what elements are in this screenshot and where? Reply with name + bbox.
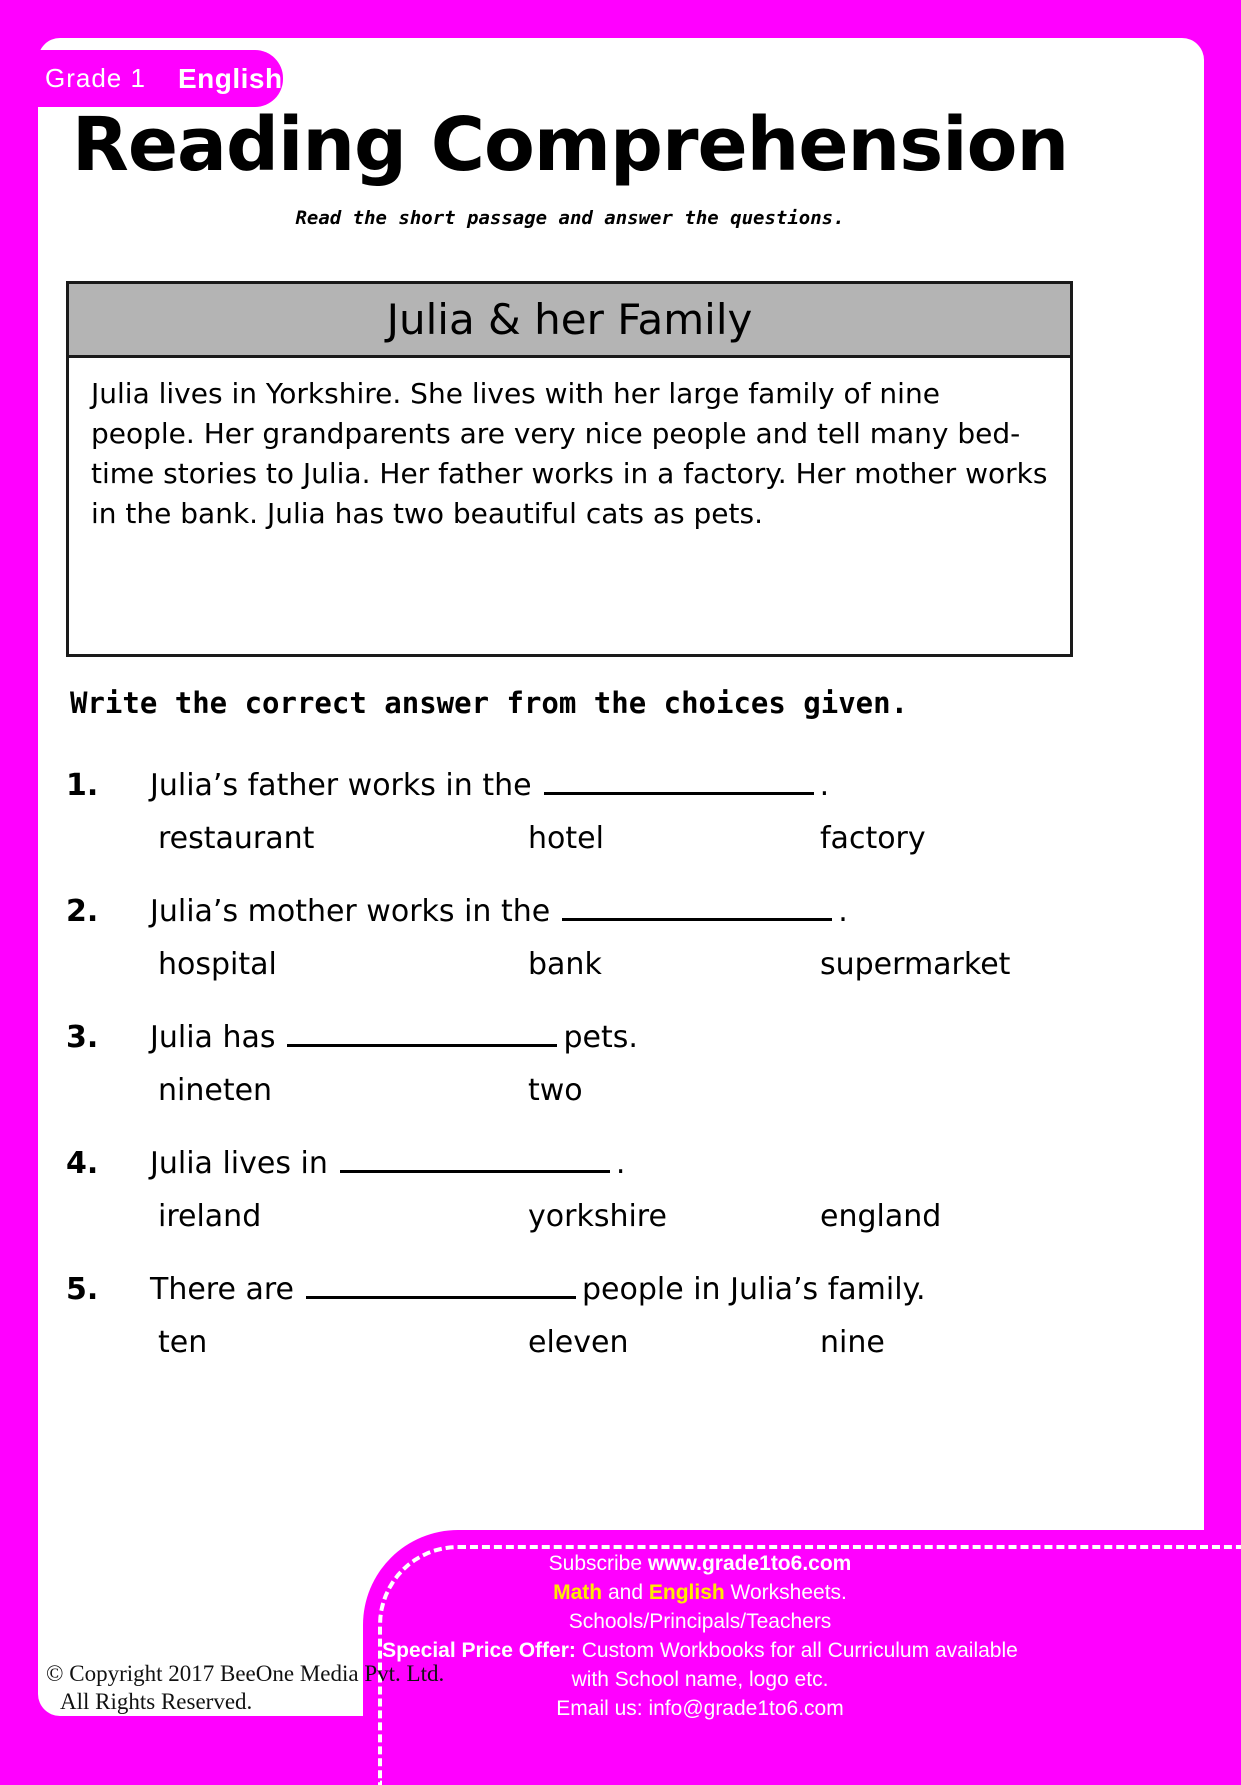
question-2-after: . bbox=[838, 894, 848, 929]
footer-offer-label: Special Price Offer: bbox=[382, 1639, 576, 1662]
footer-english-label: English bbox=[648, 1581, 725, 1604]
question-4-stem bbox=[66, 1146, 1076, 1181]
question-1-number: 1. bbox=[66, 768, 99, 803]
footer-subscribe-label: Subscribe bbox=[548, 1552, 643, 1575]
question-5-blank bbox=[306, 1290, 576, 1299]
question-2 bbox=[66, 894, 1076, 987]
question-3 bbox=[66, 1020, 1076, 1113]
passage-text: Julia lives in Yorkshire. She lives with her large family of nine people. Her grandparents are very nice people and tell many bed-time stories to Julia. Her father works in a factory. Her mother works in the bank. Julia has two beautiful cats as pets. bbox=[91, 377, 1048, 530]
question-1-text: Julia’s father works in the bbox=[150, 768, 532, 803]
footer-math-label: Math bbox=[553, 1581, 603, 1604]
footer-offer-line bbox=[350, 1636, 1050, 1665]
footer-offer-line-2: with School name, logo etc. bbox=[571, 1668, 829, 1691]
question-2-choice-3: supermarket bbox=[820, 947, 1011, 982]
question-3-text: Julia has bbox=[150, 1020, 276, 1055]
question-2-stem bbox=[66, 894, 1076, 929]
question-5-stem bbox=[66, 1272, 1076, 1307]
question-4-after: . bbox=[615, 1146, 626, 1181]
question-5-choices bbox=[66, 1325, 1076, 1365]
instructions-text: Write the correct answer from the choices given. bbox=[70, 686, 909, 720]
question-3-number: 3. bbox=[66, 1020, 99, 1055]
question-1 bbox=[66, 768, 1076, 861]
question-4-choice-2: yorkshire bbox=[528, 1199, 667, 1234]
question-2-blank bbox=[562, 912, 832, 921]
question-4-number: 4. bbox=[66, 1146, 99, 1181]
question-1-blank bbox=[544, 786, 814, 795]
footer-audience-line: Schools/Principals/Teachers bbox=[568, 1610, 832, 1633]
question-4-choices bbox=[66, 1199, 1076, 1239]
footer-worksheets-text: Worksheets. bbox=[730, 1581, 847, 1604]
copyright-line-2: All Rights Reserved. bbox=[60, 1689, 253, 1714]
footer-offer-text: Custom Workbooks for all Curriculum available bbox=[581, 1639, 1018, 1662]
question-2-choice-1: hospital bbox=[158, 947, 277, 982]
footer-subjects-line bbox=[350, 1578, 1050, 1607]
footer-and-text: and bbox=[607, 1581, 644, 1604]
question-5-text: There are bbox=[150, 1272, 294, 1307]
copyright bbox=[46, 1660, 444, 1716]
question-3-choice-2: two bbox=[528, 1073, 583, 1108]
question-3-stem bbox=[66, 1020, 1076, 1055]
passage-title: Julia & her Family bbox=[69, 284, 1070, 358]
question-2-number: 2. bbox=[66, 894, 99, 929]
question-3-choice-1: nineten bbox=[158, 1073, 273, 1108]
question-3-blank bbox=[287, 1038, 557, 1047]
question-2-text: Julia’s mother works in the bbox=[150, 894, 551, 929]
footer-info bbox=[350, 1549, 1050, 1723]
question-4-blank bbox=[340, 1164, 610, 1173]
question-4-text: Julia lives in bbox=[150, 1146, 328, 1181]
question-5-after: people in Julia’s family. bbox=[581, 1272, 926, 1307]
footer-email-line: Email us: info@grade1to6.com bbox=[556, 1697, 844, 1720]
copyright-line-1: © Copyright 2017 BeeOne Media Pvt. Ltd. bbox=[46, 1661, 445, 1686]
page-title: Reading Comprehension bbox=[71, 102, 1069, 188]
grade-subject-badge bbox=[30, 50, 283, 107]
question-5-choice-2: eleven bbox=[528, 1325, 629, 1360]
question-1-choice-2: hotel bbox=[528, 821, 604, 856]
question-3-choices bbox=[66, 1073, 1076, 1113]
question-5 bbox=[66, 1272, 1076, 1365]
question-1-stem bbox=[66, 768, 1076, 803]
question-4 bbox=[66, 1146, 1076, 1239]
question-4-choice-1: ireland bbox=[158, 1199, 262, 1234]
question-5-number: 5. bbox=[66, 1272, 99, 1307]
question-1-choice-1: restaurant bbox=[158, 821, 315, 856]
question-1-choice-3: factory bbox=[820, 821, 926, 856]
question-1-after: . bbox=[819, 768, 830, 803]
question-2-choice-2: bank bbox=[528, 947, 602, 982]
question-4-choice-3: england bbox=[820, 1199, 942, 1234]
question-5-choice-3: nine bbox=[820, 1325, 885, 1360]
footer-website: www.grade1to6.com bbox=[647, 1552, 852, 1575]
footer-subscribe-line bbox=[350, 1549, 1050, 1578]
question-1-choices bbox=[66, 821, 1076, 861]
question-3-after: pets. bbox=[563, 1020, 638, 1055]
grade-label: Grade 1 bbox=[45, 63, 146, 93]
page-subtitle: Read the short passage and answer the questions. bbox=[295, 207, 845, 229]
question-5-choice-1: ten bbox=[158, 1325, 208, 1360]
subject-label: English bbox=[177, 62, 283, 94]
question-2-choices bbox=[66, 947, 1076, 987]
passage-box bbox=[66, 281, 1073, 657]
